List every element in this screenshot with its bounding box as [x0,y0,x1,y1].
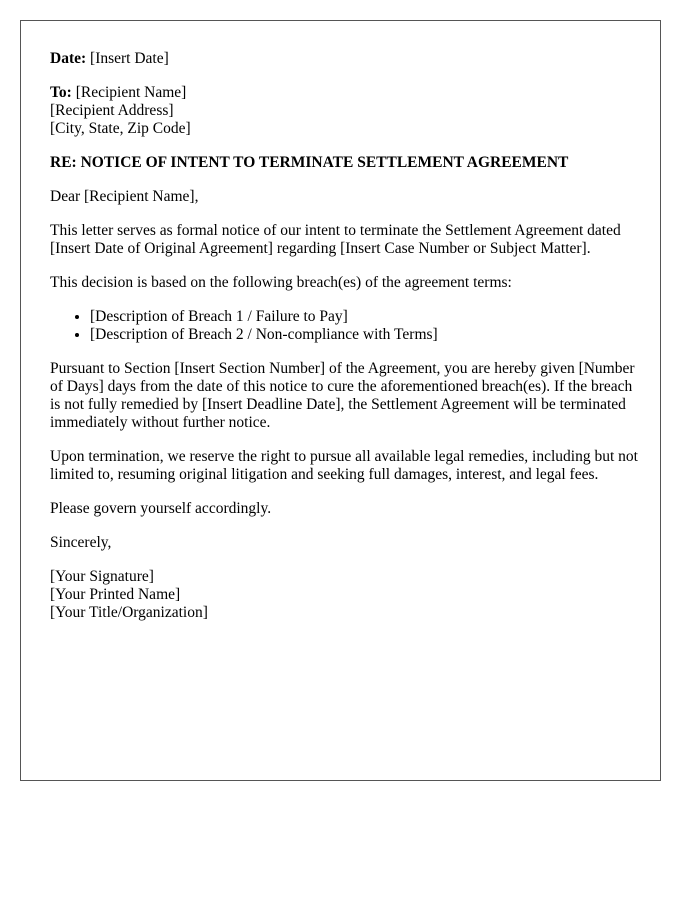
list-item: • [Description of Breach 1 / Failure to Pay] [90,308,640,326]
recipient-label: To: [50,84,72,101]
letter-content [50,50,640,638]
body-paragraph-2: This decision is based on the following breach(es) of the agreement terms: [50,274,512,291]
date-value: [Insert Date] [90,50,169,67]
body-paragraph-3: Pursuant to Section [Insert Section Number] of the Agreement, you are hereby given [Number of Days] days from the date of this notice to cure the aforementioned breach(es). If the breach is not fully remedied by [Insert Deadline Date], the Settlement Agreement will be terminated immediately without further notice. [50,360,635,431]
signature-placeholder: [Your Signature] [50,568,154,585]
recipient-city: [City, State, Zip Code] [50,120,191,137]
signature-block [50,568,640,622]
breach-list [50,308,640,344]
date-line [50,50,640,68]
letter-page [20,20,661,781]
signer-title: [Your Title/Organization] [50,604,208,621]
recipient-name: [Recipient Name] [75,84,187,101]
subject-line: RE: NOTICE OF INTENT TO TERMINATE SETTLEMENT AGREEMENT [50,154,569,171]
closing: Sincerely, [50,534,112,551]
recipient-address: [Recipient Address] [50,102,174,119]
list-item: • [Description of Breach 2 / Non-compliance with Terms] [90,326,640,344]
body-paragraph-1: This letter serves as formal notice of our intent to terminate the Settlement Agreement dated [Insert Date of Original Agreement] regarding [Insert Case Number or Subject Matter]. [50,222,621,257]
date-label: Date: [50,50,87,67]
recipient-block [50,84,640,138]
salutation: Dear [Recipient Name], [50,188,199,205]
recipient-name-line [50,84,640,102]
body-paragraph-5: Please govern yourself accordingly. [50,500,272,517]
printed-name: [Your Printed Name] [50,586,181,603]
body-paragraph-4: Upon termination, we reserve the right to pursue all available legal remedies, including but not limited to, resuming original litigation and seeking full damages, interest, and legal fees. [50,448,638,483]
